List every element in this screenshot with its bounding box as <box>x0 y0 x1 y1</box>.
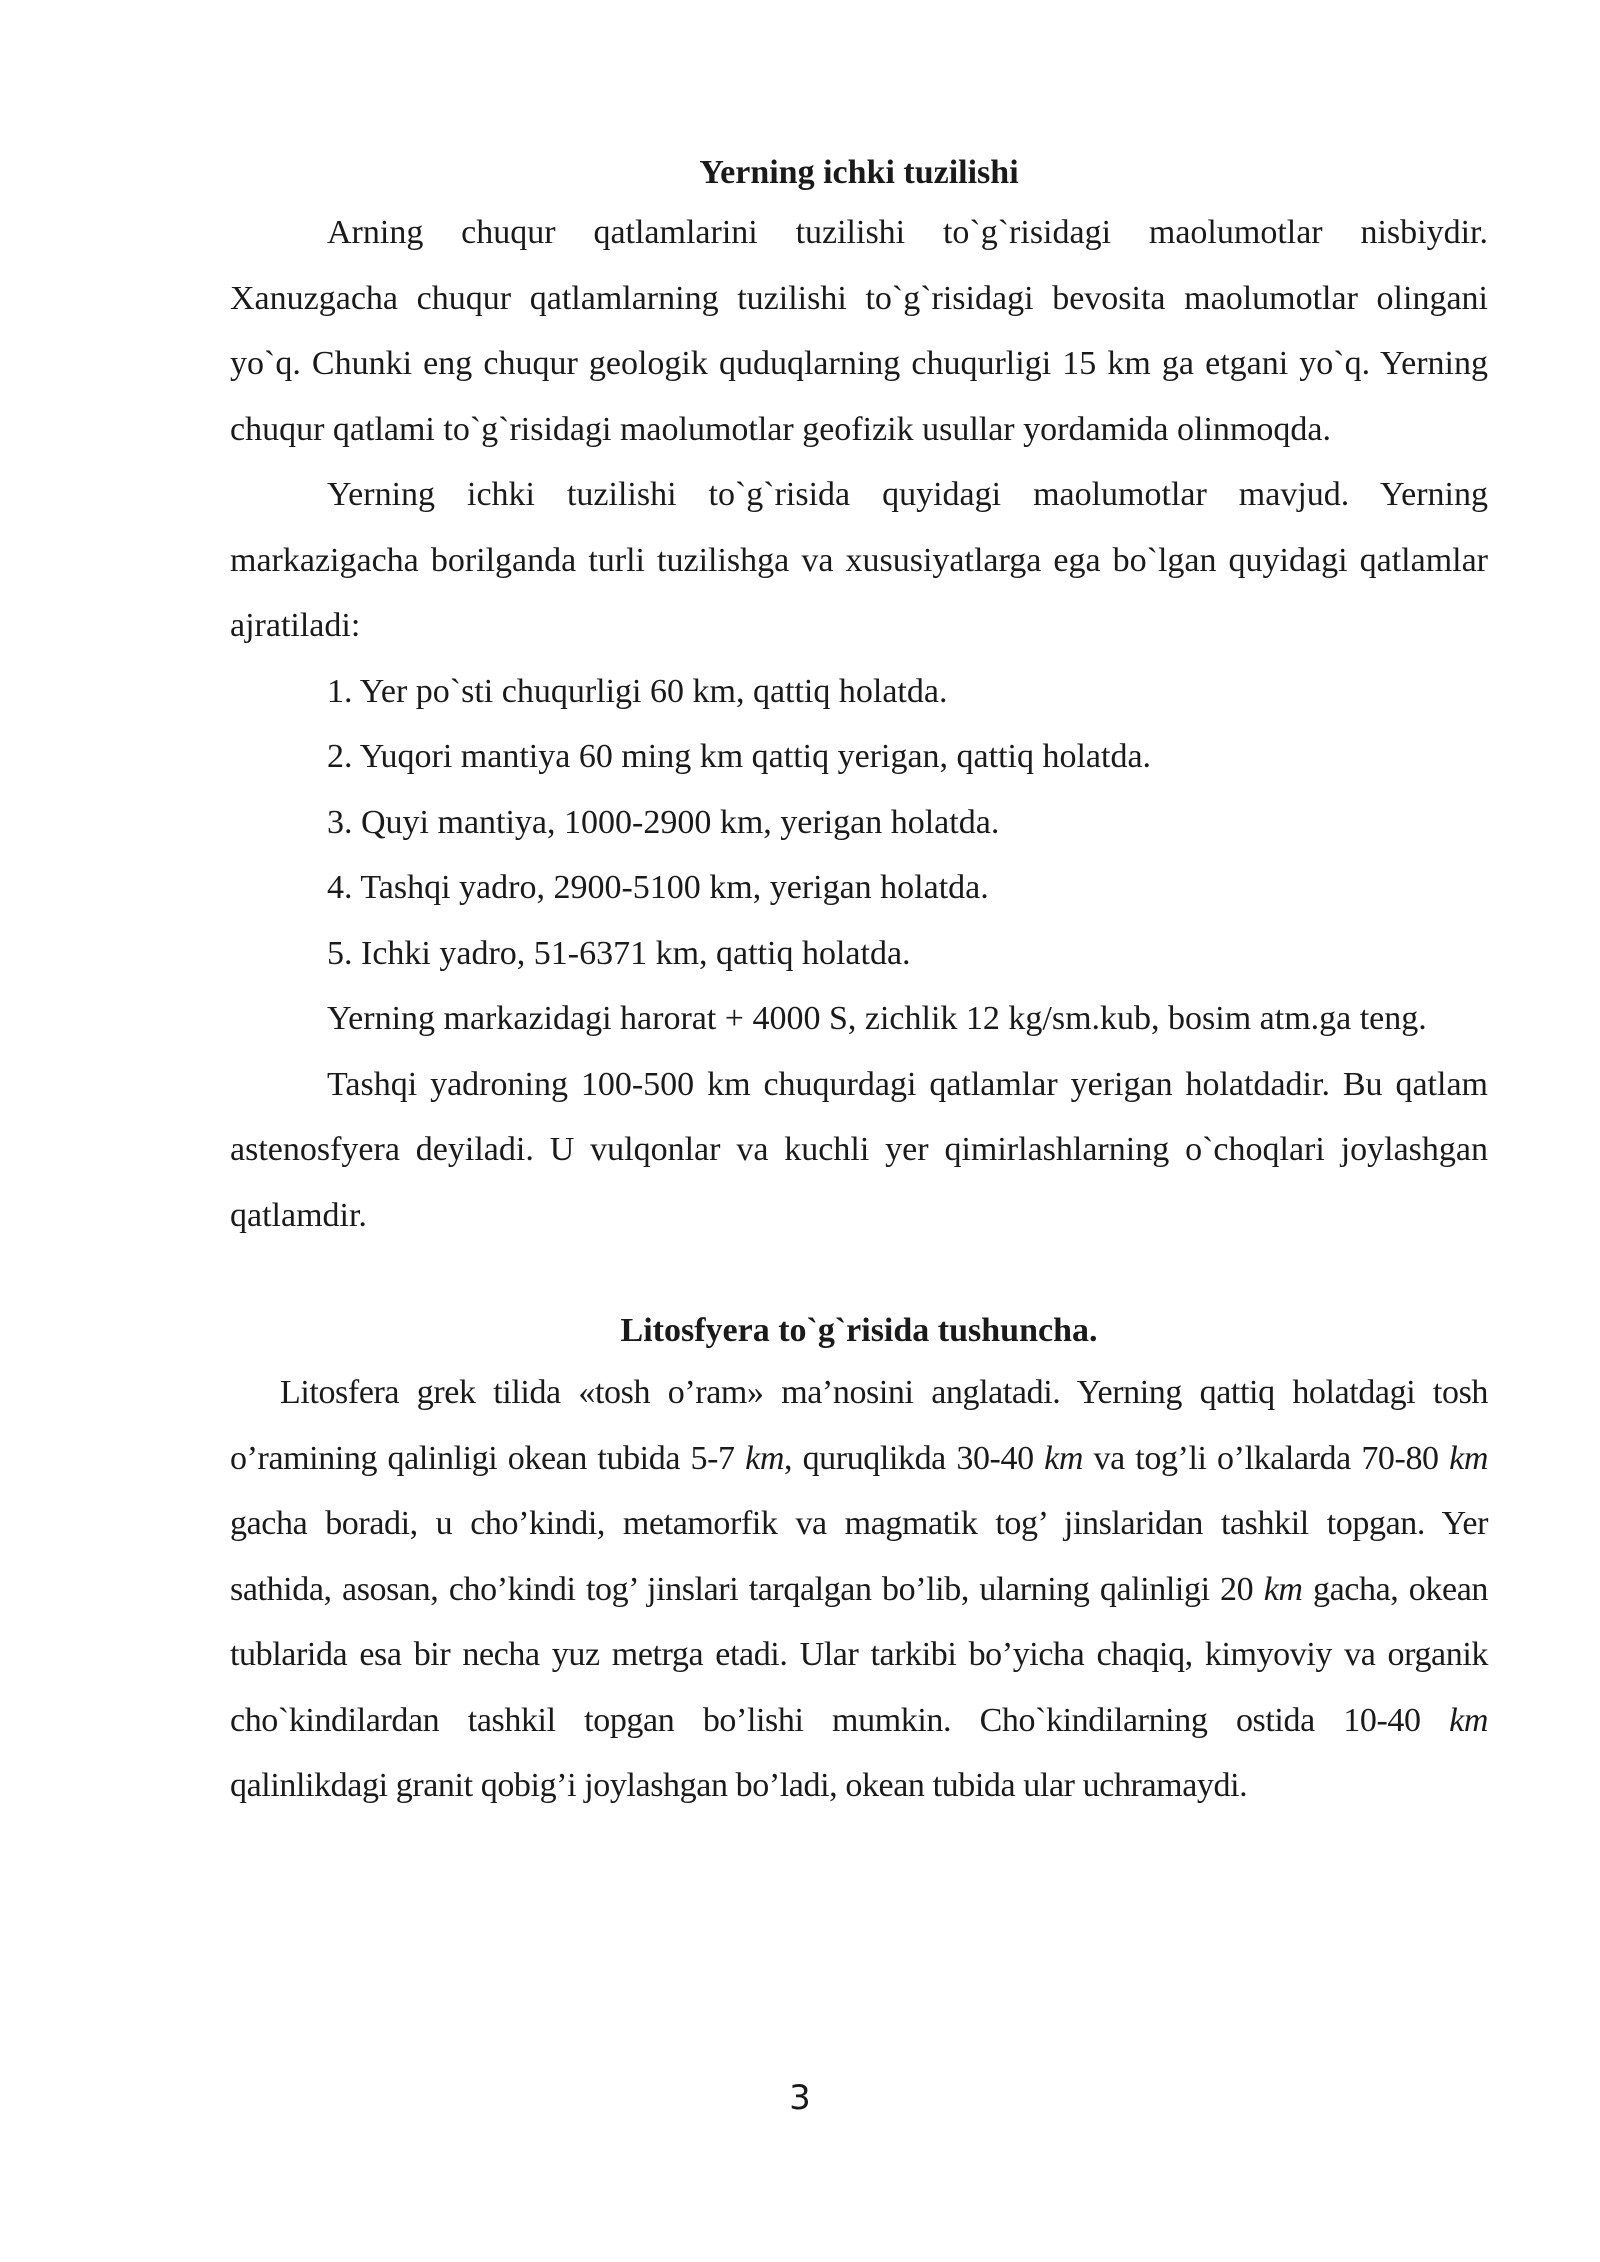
text-run: va tog’li o’lkalarda 70-80 <box>1083 1439 1450 1477</box>
section-title-earth-structure: Yerning ichki tuzilishi <box>699 154 1019 191</box>
paragraph: Tashqi yadroning 100-500 km chuqurdagi qatlamlar yerigan holatdadir. Bu qatlam astenosfyera deyiladi. U vulqonlar va kuchli yer qimirlashlarning o`choqlari joylashgan qatlamdir. <box>230 1065 1488 1234</box>
text-run: gacha, okean tublarida esa bir necha yuz metrga etadi. Ular tarkibi bo’yicha chaqiq, kimyoviy va organik cho`kindilardan tashkil topgan bo’lishi mumkin. Cho`kindilarning ostida 10-40 <box>230 1570 1488 1739</box>
paragraph: Yerning ichki tuzilishi to`g`risida quyidagi maolumotlar mavjud. Yerning markazigacha borilganda turli tuzilishga va xususiyatlarga ega bo`lgan quyidagi qatlamlar ajratiladi: <box>230 476 1488 644</box>
section-spacer <box>230 1248 1488 1308</box>
section-title-lithosphere: Litosfyera to`g`risida tushuncha. <box>620 1312 1098 1349</box>
unit-km: km <box>745 1439 784 1477</box>
page-number: 3 <box>789 2078 811 2118</box>
document-page <box>230 150 1488 1819</box>
text-run: Litosfera grek tilida «tosh o’ram» ma’nosini anglatadi. Yerning qattiq holatdagi tosh o’ramining qalinligi okean tubida 5-7 <box>230 1374 1488 1477</box>
paragraph: Yerning markazidagi harorat + 4000 S, zichlik 12 kg/sm.kub, bosim atm.ga teng. <box>327 1000 1427 1037</box>
unit-km: km <box>1449 1439 1489 1477</box>
text-run: gacha boradi, u cho’kindi, metamorfik va magmatik tog’ jinslaridan tashkil topgan. Yer sathida, asosan, cho’kindi tog’ jinslari tarqalgan bo’lib, ularning qalinligi 20 <box>230 1505 1488 1608</box>
list-item: 3. Quyi mantiya, 1000-2900 km, yerigan holatda. <box>327 803 1000 841</box>
list-item: 5. Ichki yadro, 51-6371 km, qattiq holatda. <box>327 934 911 972</box>
paragraph: Arning chuqur qatlamlarini tuzilishi to`g`risidagi maolumotlar nisbiydir. Xanuzgacha chuqur qatlamlarning tuzilishi to`g`risidagi bevosita maolumotlar olingani yo`q. Chunki eng chuqur geologik quduqlarning chuqurligi 15 km ga etgani yo`q. Yerning chuqur qatlami to`g`risidagi maolumotlar geofizik usullar yordamida olinmoqda. <box>230 214 1488 448</box>
paragraph-lithosphere <box>230 1360 1488 1819</box>
list-item: 4. Tashqi yadro, 2900-5100 km, yerigan holatda. <box>327 869 989 906</box>
list-item: 1. Yer po`sti chuqurligi 60 km, qattiq holatda. <box>327 672 948 710</box>
unit-km: km <box>1044 1439 1084 1477</box>
list-item: 2. Yuqori mantiya 60 ming km qattiq yerigan, qattiq holatda. <box>327 738 1152 775</box>
unit-km: km <box>1263 1570 1303 1608</box>
text-run: qalinlikdagi granit qobig’i joylashgan bo’ladi, okean tubida ular uchramaydi. <box>230 1767 1248 1804</box>
unit-km: km <box>1449 1701 1488 1739</box>
text-run: , quruqlikda 30-40 <box>783 1439 1045 1477</box>
layer-list <box>230 659 1488 987</box>
